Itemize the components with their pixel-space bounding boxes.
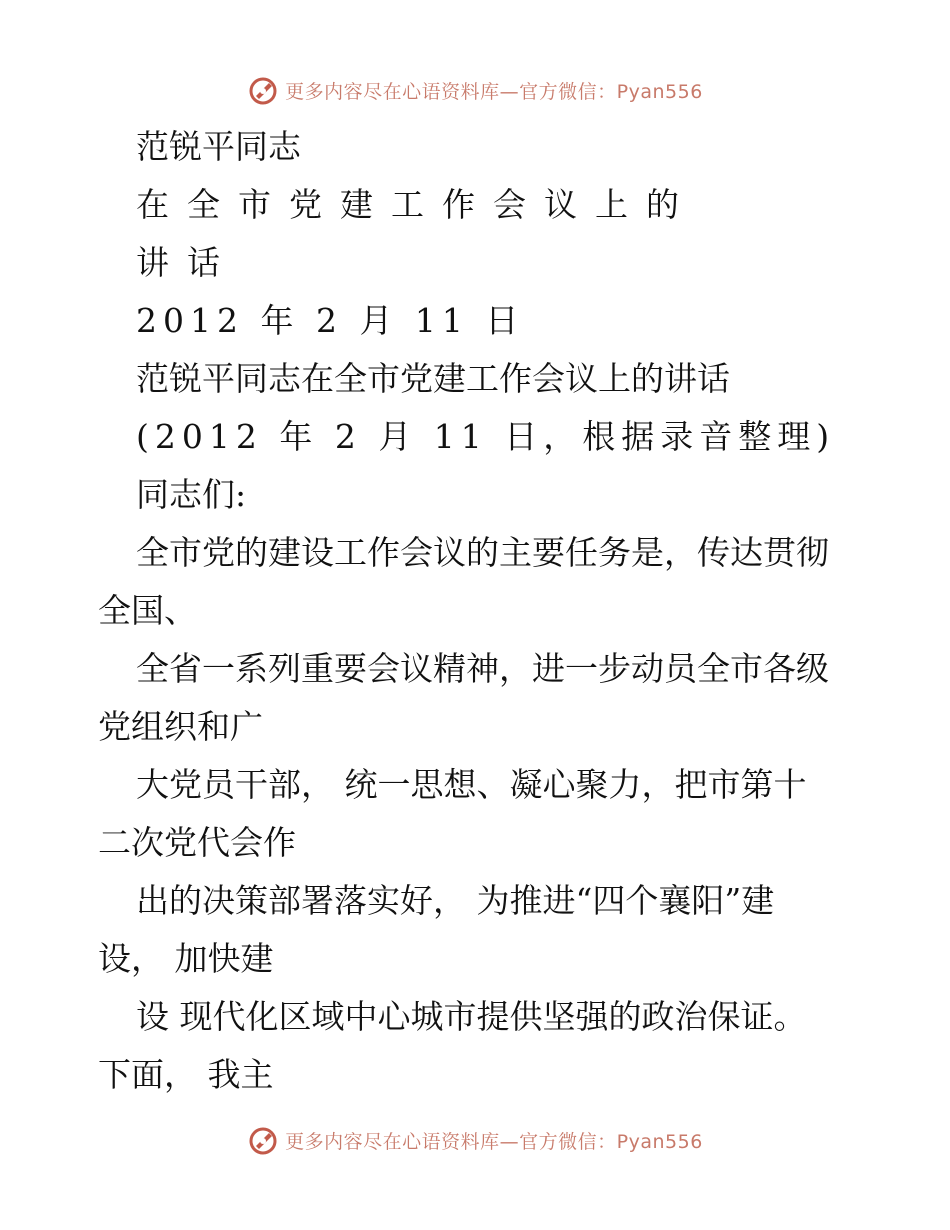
doc-line-paragraph: 大党员干部， 统一思想、凝心聚力，把市第十 (136, 765, 807, 804)
doc-line-paragraph: 全国、 (98, 591, 197, 630)
doc-line-speaker: 范锐平同志 (136, 127, 301, 166)
doc-line-paragraph: 党组织和广 (98, 707, 263, 746)
pen-circle-logo-icon (247, 1124, 279, 1156)
pen-circle-logo-icon (247, 74, 279, 106)
doc-line-paragraph: 全省一系列重要会议精神，进一步动员全市各级 (136, 649, 829, 688)
header-banner (0, 70, 950, 110)
doc-line-paragraph: 全市党的建设工作会议的主要任务是，传达贯彻 (136, 533, 829, 572)
doc-line-heading: 范锐平同志在全市党建工作会议上的讲话 (136, 359, 730, 398)
banner-text: 更多内容尽在心语资料库—官方微信：Pyan556 (285, 1130, 703, 1153)
footer-banner (0, 1120, 950, 1160)
doc-line-paragraph: 出的决策部署落实好， 为推进“四个襄阳”建 (136, 881, 775, 920)
doc-line-salutation: 同志们: (136, 475, 247, 514)
doc-line-subheading: (2012 年 2 月 11 日，根据录音整理) (136, 417, 836, 456)
doc-line-paragraph: 二次党代会作 (98, 823, 296, 862)
doc-line-paragraph: 下面， 我主 (98, 1055, 274, 1094)
doc-line-paragraph: 设， 加快建 (98, 939, 274, 978)
banner-content (247, 1124, 703, 1156)
banner-text: 更多内容尽在心语资料库—官方微信：Pyan556 (285, 80, 703, 103)
doc-line-title-2: 讲话 (136, 243, 238, 282)
doc-line-title-1: 在全市党建工作会议上的 (136, 185, 697, 224)
banner-content (247, 74, 703, 106)
doc-line-date: 2012 年 2 月 11 日 (136, 301, 525, 340)
doc-line-paragraph: 设 现代化区域中心城市提供坚强的政治保证。 (136, 997, 807, 1036)
